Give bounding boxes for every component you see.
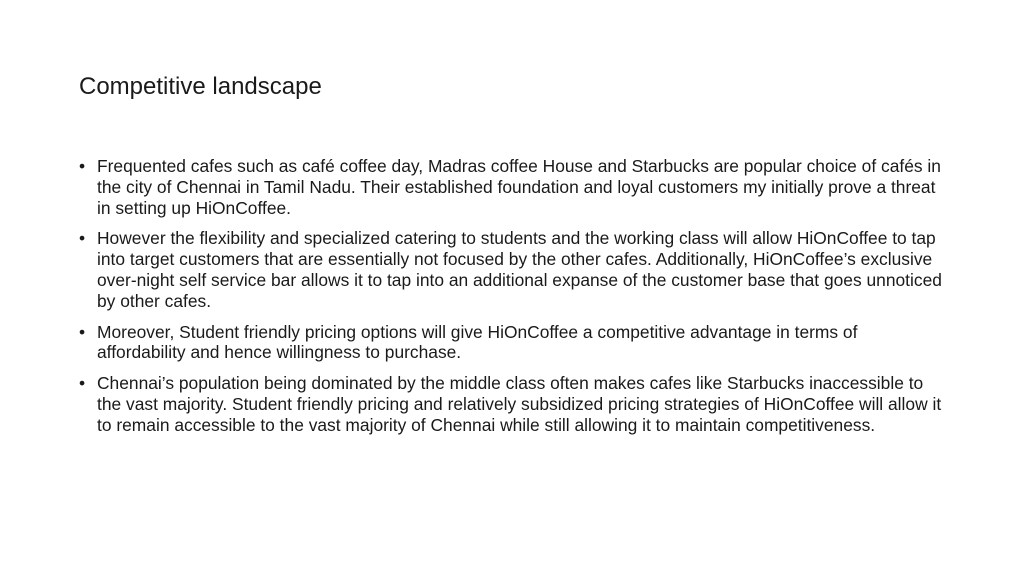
slide-title: Competitive landscape	[79, 73, 322, 100]
bullet-dot-icon: •	[79, 156, 86, 176]
bullet-text: Frequented cafes such as café coffee day, Madras coffee House and Starbucks are popular choice of cafés in the city of Chennai in Tamil Nadu. Their established foundation and loyal customers my initially prove a threat in setting up HiOnCoffee.	[97, 156, 941, 218]
bullet-text: Moreover, Student friendly pricing options will give HiOnCoffee a competitive advantage in terms of affordability and hence willingness to purchase.	[97, 321, 858, 363]
bullet-dot-icon: •	[79, 321, 86, 342]
bullet-item	[79, 228, 944, 311]
bullet-list	[79, 156, 944, 446]
bullet-item	[79, 156, 944, 218]
bullet-dot-icon: •	[79, 228, 86, 249]
bullet-dot-icon: •	[79, 373, 86, 394]
bullet-text: Chennai’s population being dominated by the middle class often makes cafes like Starbucks inaccessible to the vast majority. Student friendly pricing and relatively subsidized pricing strategies of HiOnCoffee will allow it to remain accessible to the vast majority of Chennai while still allowing it to maintain competitiveness.	[97, 373, 942, 435]
bullet-item	[79, 322, 944, 364]
bullet-text: However the flexibility and specialized catering to students and the working class will allow HiOnCoffee to tap into target customers that are essentially not focused by the other cafes. Additionally, HiOnCoffee’s exclusive over-night self service bar allows it to tap into an additional expanse of the customer base that goes unnoticed by other cafes.	[97, 228, 942, 311]
bullet-item	[79, 373, 944, 435]
